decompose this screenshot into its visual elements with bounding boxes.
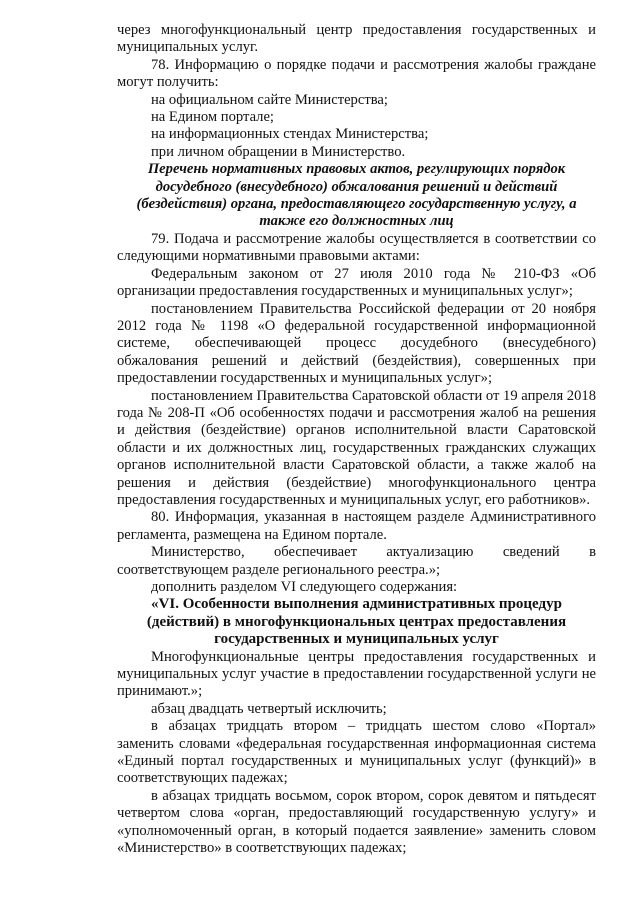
paragraph-78: 78. Информацию о порядке подачи и рассмотрения жалобы граждане могут получить: [117, 56, 596, 91]
section-heading-vi: «VI. Особенности выполнения административных процедур (действий) в многофункциональных центрах предоставления государственных и муниципальных услуг [146, 596, 567, 648]
list-item-official-site: на официальном сайте Министерства; [151, 91, 388, 108]
paragraph-80: 80. Информация, указанная в настоящем разделе Административного регламента, размещена на Едином портале. [117, 509, 596, 543]
paragraph-replace-portal: в абзацах тридцать втором – тридцать шестом слово «Портал» заменить словами «федеральная государственная информационная система «Единый портал государственных и муниципальных услуг (функций)» в соответствующих падежах; [117, 718, 596, 787]
list-item-info-stands: на информационных стендах Министерства; [151, 126, 429, 143]
paragraph-add-section: дополнить разделом VI следующего содержания: [151, 579, 458, 595]
document-body [117, 22, 596, 858]
paragraph-replace-organ: в абзацах тридцать восьмом, сорок втором, сорок девятом и пятьдесят четвертом слова «орган, предоставляющий государственную услугу» и «уполномоченный орган, в который подается заявление» заменить словом «Министерство» в соответствующих падежах; [117, 787, 596, 857]
paragraph-rf-decree: постановлением Правительства Российской федерации от 20 ноября 2012 года № 1198 «О федеральной государственной информационной системе, обеспечивающей процесс досудебного (внесудебного) обжалования решений и действий (бездействия), совершенных при предоставлении государственных и муниципальных услуг»; [117, 300, 596, 387]
paragraph-mfc-no-participation: Многофункциональные центры предоставления государственных и муниципальных услуг участие в предоставлении государственной услуги не принимают.»; [117, 648, 596, 700]
list-item-personal-visit: при личном обращении в Министерство. [151, 143, 406, 160]
paragraph-79: 79. Подача и рассмотрение жалобы осуществляется в соответствии со следующими нормативными правовыми актами: [117, 230, 596, 265]
paragraph-federal-law: Федеральным законом от 27 июля 2010 года № 210-ФЗ «Об организации предоставления государственных и муниципальных услуг»; [117, 265, 596, 300]
section-heading-legal-acts: Перечень нормативных правовых актов, регулирующих порядок досудебного (внесудебного) обжалования решений и действий (бездействия) органа, предоставляющего государственную услугу, а также его должностных лиц [136, 161, 577, 230]
paragraph-exclude-24: абзац двадцать четвертый исключить; [151, 700, 387, 717]
paragraph-ministry-updates: Министерство, обеспечивает актуализацию сведений в соответствующем разделе регионального реестра.»; [117, 544, 596, 578]
paragraph-saratov-decree: постановлением Правительства Саратовской области от 19 апреля 2018 года № 208-П «Об особенностях подачи и рассмотрения жалоб на решения и действия (бездействие) органов исполнительной власти Саратовской области и их должностных лиц, государственных гражданских служащих органов исполнительной власти Саратовской области, а также жалоб на решения и действия (бездействие) многофункционального центра предоставления государственных и муниципальных услуг, его работников». [117, 387, 596, 508]
paragraph-mfc-continuation: через многофункциональный центр предоставления государственных и муниципальных услуг. [117, 22, 596, 56]
list-item-unified-portal: на Едином портале; [151, 109, 274, 126]
